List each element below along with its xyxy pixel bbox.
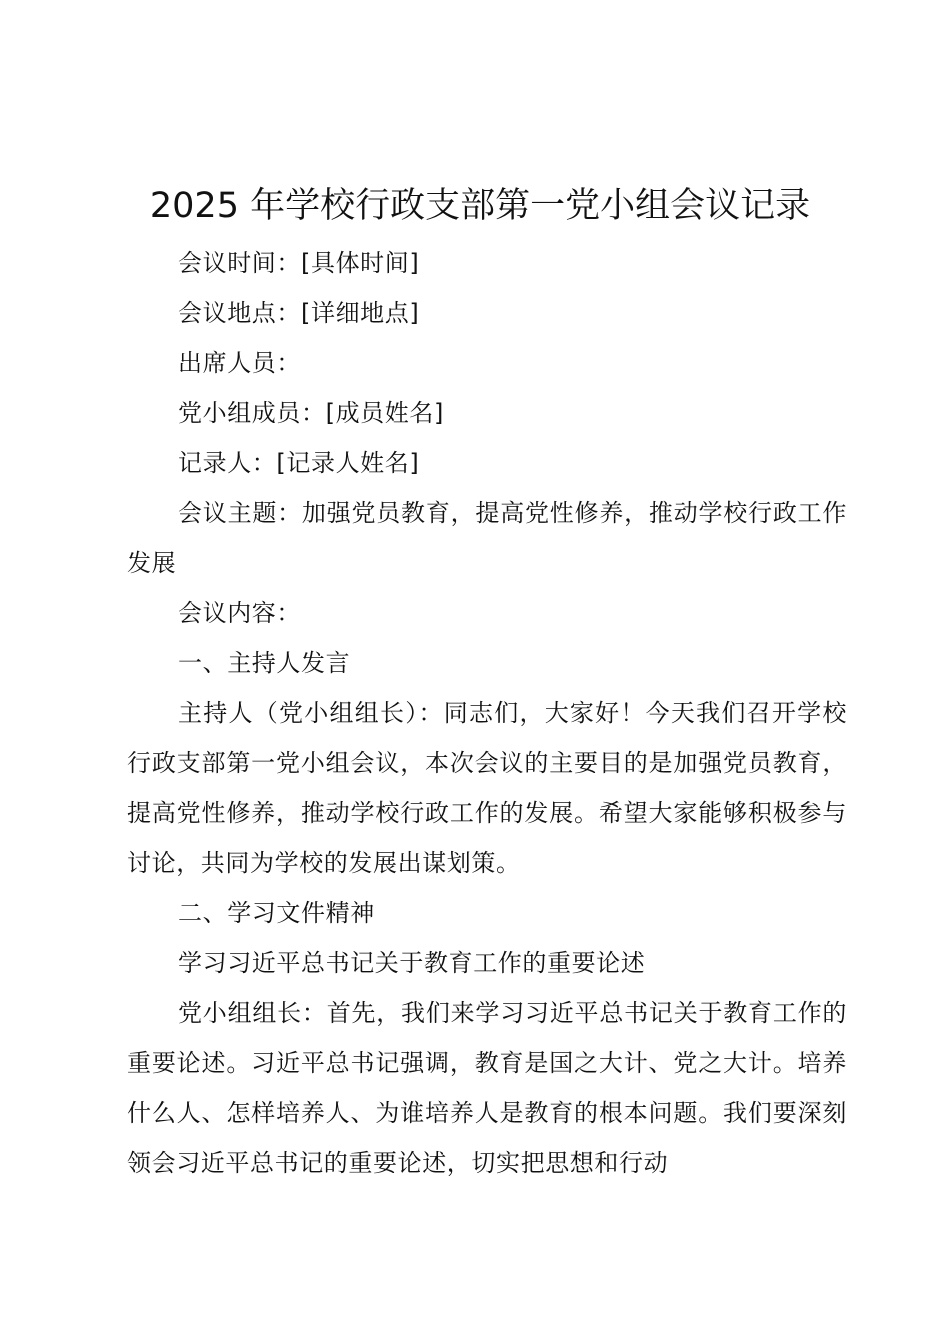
section-heading: 二、学习文件精神 (178, 899, 375, 927)
meeting-recorder: 记录人：[记录人姓名] (178, 449, 420, 477)
document-title: 2025 年学校行政支部第一党小组会议记录 (149, 186, 811, 226)
meeting-place: 会议地点：[详细地点] (178, 299, 420, 327)
document-page (127, 186, 847, 1188)
section-heading: 一、主持人发言 (178, 649, 351, 677)
meeting-time: 会议时间：[具体时间] (178, 249, 420, 277)
meeting-content-label: 会议内容： (178, 599, 301, 627)
meeting-members: 党小组成员：[成员姓名] (178, 399, 444, 427)
meeting-theme: 会议主题：加强党员教育，提高党性修养，推动学校行政工作发展 (127, 499, 847, 577)
section-paragraph: 主持人（党小组组长）：同志们，大家好！今天我们召开学校行政支部第一党小组会议，本次会议的主要目的是加强党员教育，提高党性修养，推动学校行政工作的发展。希望大家能够积极参与讨论，共同为学校的发展出谋划策。 (127, 699, 847, 877)
section-subheading: 学习习近平总书记关于教育工作的重要论述 (178, 949, 646, 977)
meeting-attendees: 出席人员： (178, 349, 301, 377)
section-paragraph: 党小组组长：首先，我们来学习习近平总书记关于教育工作的重要论述。习近平总书记强调，教育是国之大计、党之大计。培养什么人、怎样培养人、为谁培养人是教育的根本问题。我们要深刻领会习近平总书记的重要论述，切实把思想和行动 (127, 999, 847, 1177)
